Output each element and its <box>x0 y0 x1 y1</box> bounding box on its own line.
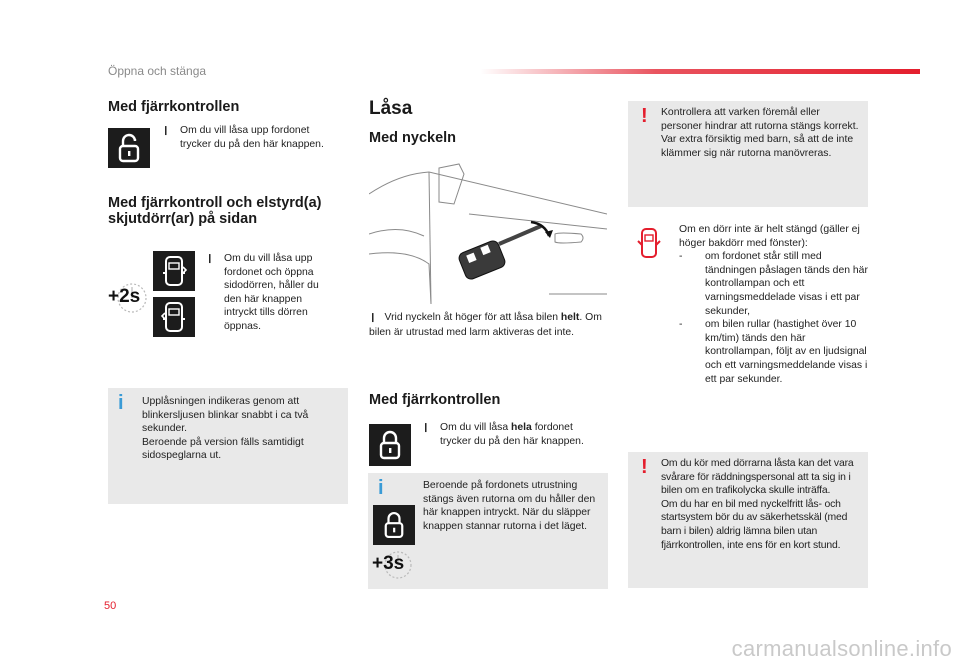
bullet-marker: ❙ <box>369 313 377 323</box>
timer-2s-icon <box>106 279 148 317</box>
timer-3s-icon <box>370 547 414 583</box>
key-illustration <box>369 154 607 304</box>
remote-lock-instruction: ❙ Om du vill låsa hela fordonet trycker du på den här knappen. <box>422 422 584 447</box>
remote-unlock-instruction: ❙ Om du vill låsa upp fordonet trycker du på den här knappen. <box>162 125 324 150</box>
van-side-door-icon <box>161 255 187 287</box>
warning-icon: ! <box>641 456 648 478</box>
info-box-windows <box>368 473 608 589</box>
side-door-open-button-image <box>153 251 195 291</box>
lock-button-image <box>369 424 411 466</box>
door-open-warning-lamp <box>636 227 662 261</box>
lock-title: Låsa <box>369 98 413 119</box>
info-box-unlock <box>108 388 348 504</box>
bullet-marker: ❙ <box>422 423 430 433</box>
warning-text: Kontrollera att varken föremål eller personer hindrar att rutorna stängs korrekt. Var extra försiktig med barn, så att de inte klämmer sig när rutorna manövreras. <box>661 107 859 159</box>
warning-text: Om du kör med dörrarna låsta kan det vara svårare för räddningspersonal att ta sig in i bilen om en trafikolycka skulle inträffa. Om du har en bil med nyckelfritt lås- och startsystem bör du av säkerhetsskäl (med barn i bilen) aldrig lämna bilen utan fjärrkontrollen, inte ens för en kort stund. <box>661 458 854 551</box>
sliding-door-instruction: ❙ Om du vill låsa upp fordonet och öppna sidodörren, håller du den här knappen intryckt tills dörren öppnas. <box>206 253 319 332</box>
timer-label: +3s <box>372 553 405 574</box>
remote-unlock-title: Med fjärrkontrollen <box>108 99 240 115</box>
remote-lock-title: Med fjärrkontrollen <box>369 392 501 408</box>
warning-box-windows <box>628 101 868 207</box>
watermark: carmanualsonline.info <box>731 636 952 661</box>
car-door-key-illustration <box>369 154 607 304</box>
lock-button-image-small <box>373 505 415 545</box>
key-lock-instruction: ❙ Vrid nyckeln åt höger för att låsa bilen helt. Om bilen är utrustad med larm aktiveras det inte. <box>369 312 602 338</box>
door-open-warning-icon <box>636 227 662 261</box>
page-number: 50 <box>104 600 117 612</box>
padlock-closed-icon <box>383 511 405 539</box>
door-warning-section <box>679 223 869 386</box>
info-text: Upplåsningen indikeras genom att blinkersljusen blinkar snabbt i ca två sekunder. Beroende på version fälls samtidigt sidospeglarna ut. <box>142 396 309 462</box>
warning-box-locked-driving <box>628 452 868 588</box>
door-warning-intro: Om en dörr inte är helt stängd (gäller ej höger bakdörr med fönster): <box>679 224 860 249</box>
padlock-closed-icon <box>378 430 402 460</box>
warning-icon: ! <box>641 105 648 127</box>
unlock-button-image <box>108 128 150 168</box>
timer-label: +2s <box>108 286 141 307</box>
key-lock-title: Med nyckeln <box>369 130 457 146</box>
door-warning-item: - om bilen rullar (hastighet över 10 km/tim) tänds den här kontrollampan, följt av en ljudsignal och ett varningsmeddelande visas i ett par sekunder. <box>679 319 868 385</box>
van-side-door-icon <box>161 301 187 333</box>
info-text: Beroende på fordonets utrustning stängs även rutorna om du håller den här knappen intryckt. När du släpper knappen stannar rutorna i det läget. <box>423 480 596 532</box>
side-door-open-button-image-2 <box>153 297 195 337</box>
info-icon: i <box>378 477 384 499</box>
sliding-door-title: Med fjärrkontroll och elstyrd(a) skjutdörr(ar) på sidan <box>108 195 322 227</box>
bullet-marker: ❙ <box>162 126 170 136</box>
info-icon: i <box>118 392 124 414</box>
door-warning-item: - om fordonet står still med tändningen påslagen tänds den här kontrollampan och ett varningsmeddelade visas i ett par sekunder, <box>679 251 868 317</box>
padlock-open-icon <box>117 133 141 163</box>
section-header: Öppna och stänga <box>108 64 207 78</box>
bullet-marker: ❙ <box>206 254 214 264</box>
header-divider <box>480 69 920 74</box>
